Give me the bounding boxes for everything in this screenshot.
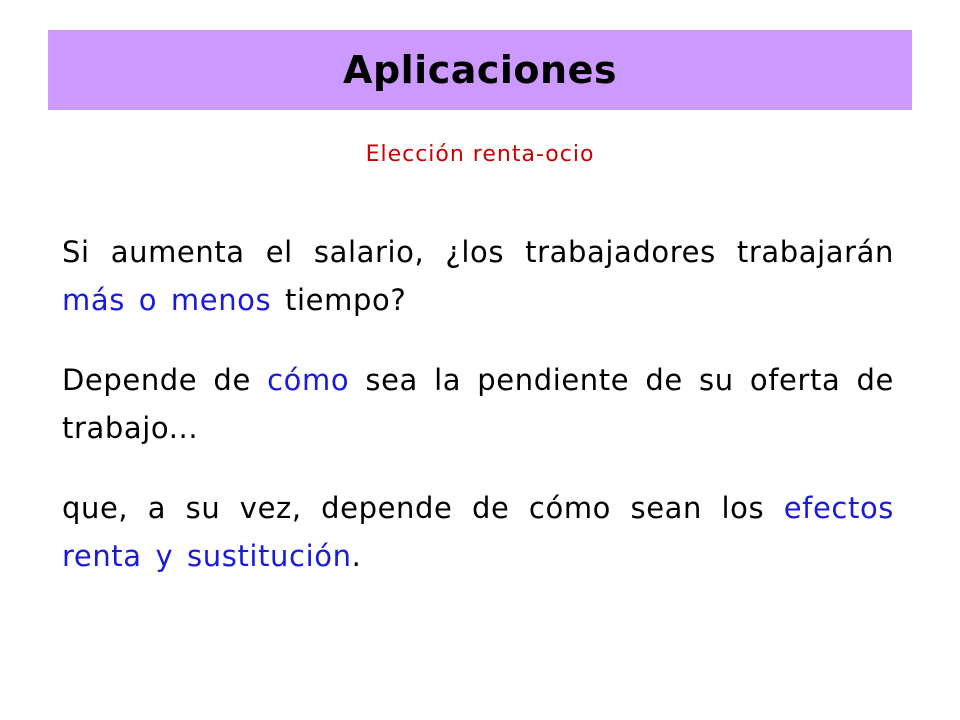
slide-subtitle: Elección renta-ocio xyxy=(365,142,595,167)
paragraph-question-highlight: más o menos xyxy=(62,283,272,317)
paragraph-answer xyxy=(62,356,894,452)
paragraph-answer-text-1: Depende de xyxy=(62,363,268,397)
paragraph-conclusion-text-1: que, a su vez, depende de cómo sean los xyxy=(62,491,784,525)
paragraph-conclusion-highlight: efectos renta y sustitución xyxy=(62,491,894,573)
paragraph-question-text-1: Si aumenta el salario, ¿los trabajadores trabajarán xyxy=(62,235,894,269)
paragraph-answer-highlight: cómo xyxy=(267,363,350,397)
paragraph-question-text-2: tiempo? xyxy=(271,283,407,317)
title-banner xyxy=(48,30,912,110)
paragraph-conclusion-text-2: . xyxy=(351,539,362,573)
paragraph-question xyxy=(62,228,894,324)
paragraph-conclusion xyxy=(62,484,894,580)
slide-title: Aplicaciones xyxy=(343,48,617,92)
paragraph-answer-text-2: sea la pendiente de su oferta de trabajo... xyxy=(62,363,894,445)
